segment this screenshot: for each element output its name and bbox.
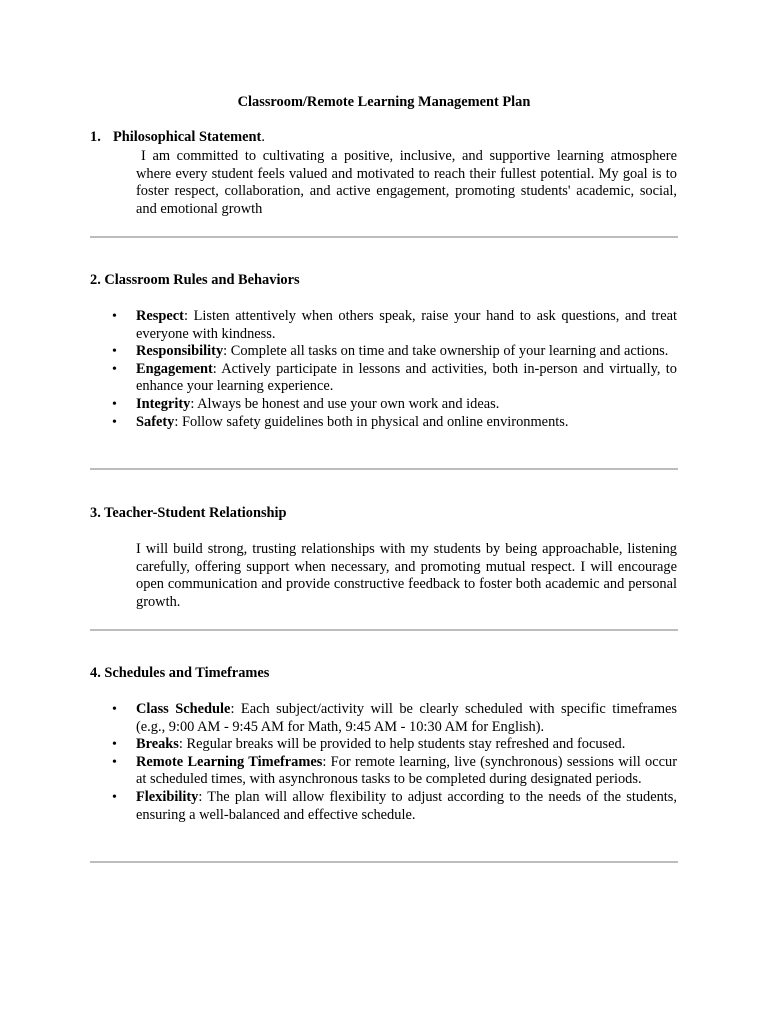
bullet-icon: • (112, 396, 117, 412)
bullet-icon: • (112, 754, 117, 770)
list-item-text: : Listen attentively when others speak, raise your hand to ask questions, and treat everyone with kindness. (136, 308, 677, 342)
section-1-title: Philosophical Statement (113, 129, 262, 145)
document-title: Classroom/Remote Learning Management Plan (237, 94, 531, 110)
list-item-text: : For remote learning, live (synchronous) sessions will occur at scheduled times, with asynchronous tasks to be completed during designated periods. (136, 753, 677, 788)
section-4-heading: 4. Schedules and Timeframes (90, 665, 270, 681)
list-item-term: Remote Learning Timeframes (136, 753, 323, 770)
list-item-term: Engagement (136, 360, 213, 377)
section-1-paragraph: I am committed to cultivating a positive, inclusive, and supportive learning atmosphere where every student feels valued and motivated to reach their fullest potential. My goal is to foster respect, collaboration, and active engagement, promoting students' academic, social, and emotional growth (136, 148, 677, 217)
section-4-schedule-list (112, 701, 677, 824)
list-item-text: : The plan will allow flexibility to adjust according to the needs of the students, ensuring a well-balanced and effective schedule. (136, 788, 677, 823)
list-item-text: : Follow safety guidelines both in physical and online environments. (174, 413, 569, 430)
list-item-text: : Each subject/activity will be clearly scheduled with specific timeframes (e.g., 9:00 AM - 9:45 AM for Math, 9:45 AM - 10:30 AM for English). (136, 701, 677, 735)
section-1-heading (90, 129, 265, 147)
list-item-engagement (112, 360, 677, 396)
list-item-class-schedule (112, 701, 677, 736)
section-3-heading: 3. Teacher-Student Relationship (90, 505, 287, 521)
list-item-responsibility (112, 343, 677, 361)
list-item-safety (112, 413, 677, 432)
list-item-text: : Regular breaks will be provided to help students stay refreshed and focused. (178, 736, 626, 753)
section-1-number: 1. (90, 129, 101, 145)
list-item-text: : Complete all tasks on time and take ownership of your learning and actions. (223, 343, 669, 360)
bullet-icon: • (112, 737, 117, 753)
list-item-term: Class Schedule (136, 701, 231, 717)
list-item-term: Flexibility (136, 788, 199, 805)
section-divider-4 (90, 861, 678, 863)
bullet-icon: • (112, 344, 117, 360)
bullet-icon: • (112, 414, 117, 430)
bullet-icon: • (112, 361, 117, 377)
section-1-title-suffix: . (261, 129, 265, 145)
list-item-integrity (112, 395, 677, 414)
section-2-heading: 2. Classroom Rules and Behaviors (90, 272, 300, 288)
list-item-term: Integrity (136, 395, 191, 412)
list-item-term: Responsibility (136, 343, 224, 360)
list-item-term: Breaks (136, 736, 179, 753)
bullet-icon: • (112, 309, 117, 324)
section-2-rules-list (112, 308, 677, 431)
list-item-breaks (112, 736, 677, 754)
bullet-icon: • (112, 789, 117, 805)
section-divider-1 (90, 236, 678, 238)
list-item-text: : Actively participate in lessons and activities, both in-person and virtually, to enhance your learning experience. (136, 360, 677, 395)
bullet-icon: • (112, 702, 117, 717)
list-item-text: : Always be honest and use your own work and ideas. (190, 395, 500, 412)
section-divider-3 (90, 629, 678, 631)
section-3-paragraph: I will build strong, trusting relationships with my students by being approachable, listening carefully, offering support when necessary, and promoting mutual respect. I will encourage open communication and provide constructive feedback to foster both academic and personal growth. (136, 541, 677, 610)
list-item-flexibility (112, 788, 677, 824)
list-item-remote-learning-timeframes (112, 753, 677, 789)
list-item-term: Respect (136, 308, 184, 324)
section-divider-2 (90, 468, 678, 470)
list-item-respect (112, 308, 677, 343)
list-item-term: Safety (136, 413, 175, 430)
